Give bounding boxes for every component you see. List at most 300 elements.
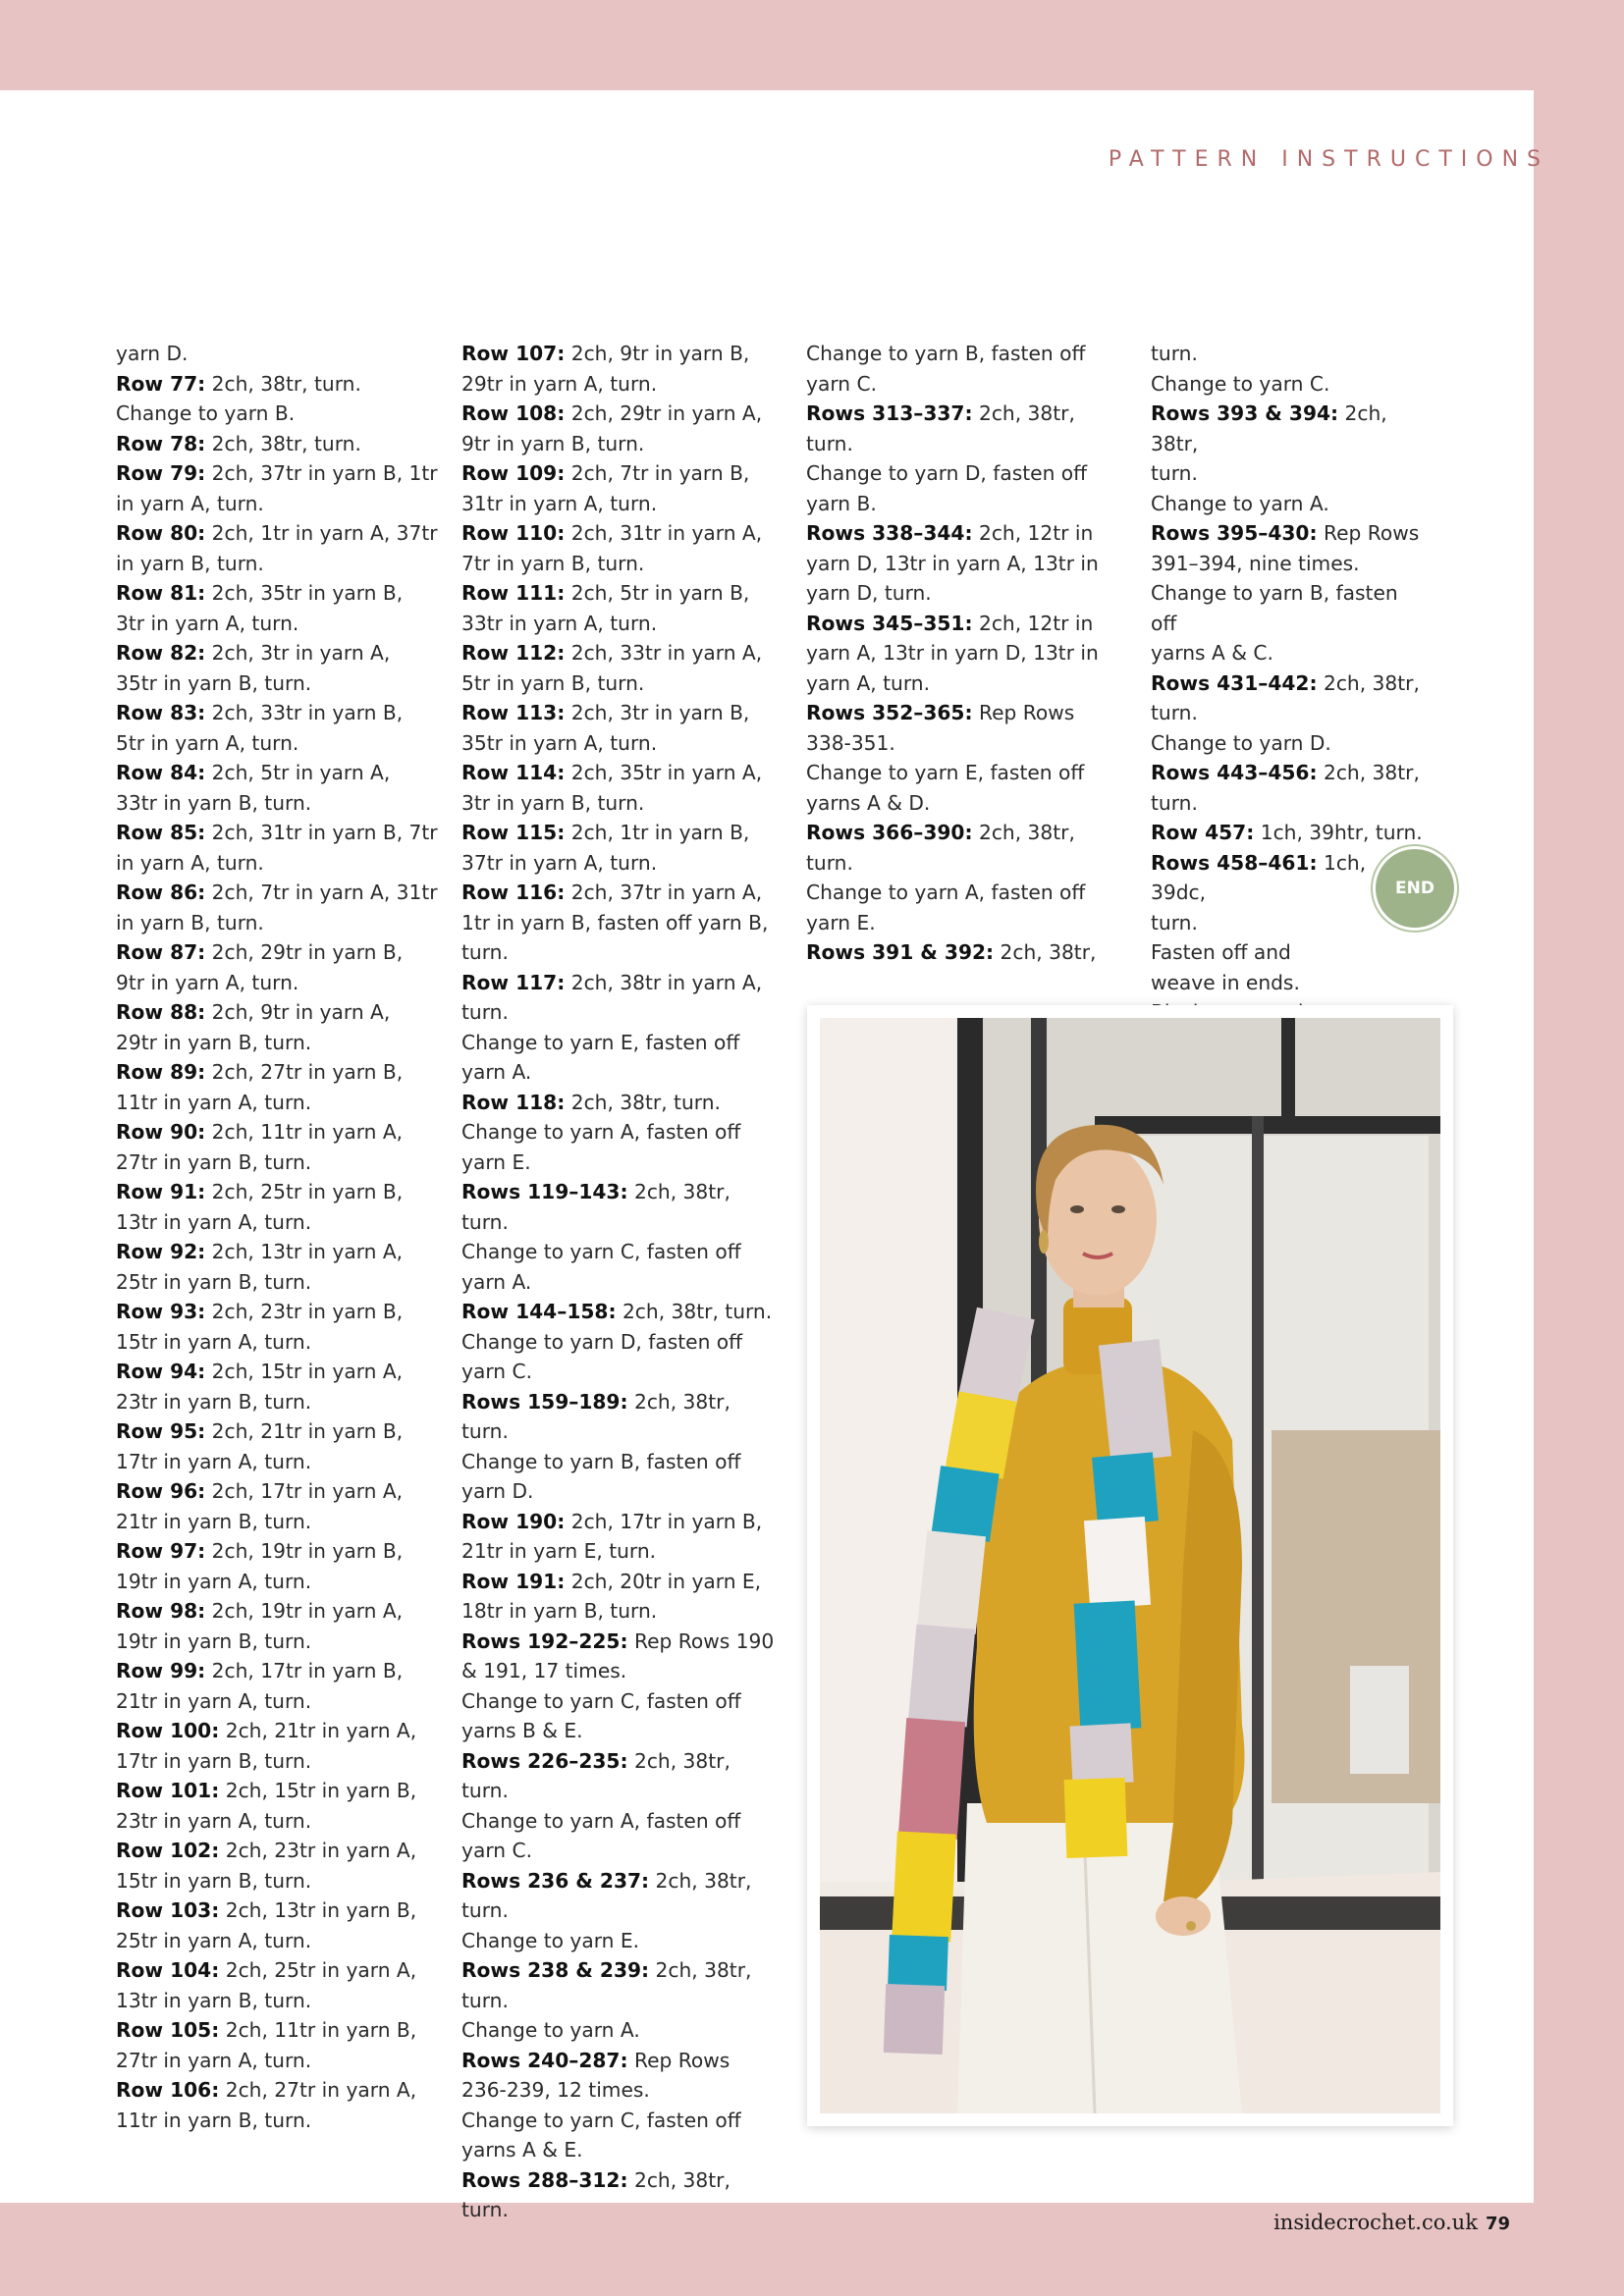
row-label: Rows 236 & 237:: [461, 1868, 650, 1893]
instruction-line: [116, 1986, 438, 2016]
row-text: Change to yarn A, fasten off: [806, 881, 1086, 904]
row-text: 1ch, 39dc,: [1151, 850, 1367, 904]
row-label: Row 102:: [116, 1839, 220, 1862]
row-text: 9tr in yarn A, turn.: [116, 970, 299, 994]
instruction-line: [116, 1177, 438, 1207]
row-text: 2ch, 1tr in yarn A, 37tr: [205, 521, 438, 545]
row-label: Rows 393 & 394:: [1151, 401, 1339, 425]
instruction-line: [116, 668, 438, 699]
row-text: 21tr in yarn B, turn.: [116, 1509, 312, 1533]
row-text: yarn C.: [461, 1360, 532, 1383]
instruction-line: [461, 758, 784, 788]
row-text: 27tr in yarn B, turn.: [116, 1149, 312, 1174]
row-text: turn.: [461, 940, 509, 964]
row-text: Change to yarn C.: [1151, 371, 1330, 396]
row-text: Change to yarn C, fasten off: [461, 1688, 741, 1713]
instruction-line: [461, 937, 784, 968]
row-text: 23tr in yarn B, turn.: [116, 1389, 312, 1414]
instruction-line: [461, 1237, 784, 1267]
row-text: 2ch, 25tr in yarn A,: [219, 1958, 417, 1982]
row-text: 2ch, 38tr, turn.: [205, 371, 361, 396]
row-text: yarns A & C.: [1151, 641, 1273, 665]
instructions-column-2: [461, 339, 784, 2225]
row-label: Row 90:: [116, 1120, 206, 1144]
instruction-line: [116, 2106, 438, 2136]
instruction-line: [461, 997, 784, 1028]
row-text: 2ch, 38tr,: [627, 1748, 731, 1773]
row-text: 21tr in yarn A, turn.: [116, 1688, 312, 1713]
instruction-line: [116, 1447, 438, 1477]
instruction-line: [806, 609, 1128, 639]
instruction-line: [806, 848, 1128, 879]
row-text: Change to yarn A, fasten off: [461, 1808, 741, 1833]
row-text: Rep Rows: [972, 701, 1075, 724]
instruction-line: [461, 1387, 784, 1447]
instruction-line: [806, 698, 1128, 728]
instruction-line: [116, 1926, 438, 1956]
row-text: 3tr in yarn A, turn.: [116, 611, 299, 635]
instruction-line: [461, 2106, 784, 2136]
instruction-line: [806, 728, 1128, 759]
row-label: Row 78:: [116, 431, 206, 455]
row-text: 2ch, 3tr in yarn A,: [205, 641, 391, 665]
instruction-line: [116, 638, 438, 668]
instruction-line: [1151, 489, 1426, 519]
row-text: 2ch, 38tr in yarn A,: [565, 970, 763, 994]
row-label: Row 144–158:: [461, 1300, 617, 1323]
row-label: Rows 226–235:: [461, 1748, 628, 1773]
instructions-column-4: [1151, 339, 1426, 1028]
row-text: in yarn A, turn.: [116, 491, 264, 515]
row-text: 2ch, 27tr in yarn A,: [219, 2078, 417, 2102]
instruction-line: [806, 788, 1128, 819]
instruction-line: [116, 578, 438, 609]
instruction-line: [116, 1327, 438, 1358]
instruction-line: [806, 578, 1128, 609]
row-label: Row 112:: [461, 641, 566, 665]
instruction-line: [461, 369, 784, 400]
row-text: 17tr in yarn A, turn.: [116, 1449, 312, 1473]
row-text: 2ch, 38tr, turn.: [461, 1389, 731, 1443]
row-text: 2ch, 38tr,: [649, 1868, 752, 1893]
row-text: 2ch, 31tr in yarn B, 7tr: [205, 821, 438, 844]
instruction-line: [461, 609, 784, 639]
row-label: Rows 313–337:: [806, 401, 973, 425]
instruction-line: [116, 369, 438, 400]
row-text: 2ch, 38tr,: [994, 940, 1097, 964]
row-label: Row 82:: [116, 641, 206, 665]
row-text: 2ch, 19tr in yarn B,: [205, 1539, 404, 1563]
instruction-line: [1151, 818, 1426, 848]
instruction-line: [461, 1327, 784, 1358]
row-text: 2ch, 17tr in yarn A,: [205, 1479, 404, 1503]
row-text: 35tr in yarn A, turn.: [461, 730, 658, 755]
row-text: 2ch, 9tr in yarn A,: [205, 1000, 391, 1024]
instruction-line: [461, 1866, 784, 1896]
row-text: 25tr in yarn B, turn.: [116, 1269, 312, 1294]
instruction-line: [116, 1088, 438, 1118]
row-text: 1tr in yarn B, fasten off yarn B,: [461, 910, 769, 934]
row-label: Rows 345–351:: [806, 611, 973, 635]
instruction-line: [461, 1057, 784, 1088]
row-text: 2ch, 12tr in: [972, 521, 1094, 545]
instruction-line: [116, 848, 438, 879]
instruction-line: [461, 1267, 784, 1298]
instruction-line: [116, 1057, 438, 1088]
instruction-line: [1151, 788, 1426, 819]
instruction-line: [806, 818, 1128, 848]
instruction-line: [461, 1656, 784, 1686]
instruction-line: [461, 549, 784, 579]
row-text: yarn D.: [116, 342, 189, 365]
instruction-line: [116, 1836, 438, 1866]
row-text: 2ch, 38tr,: [649, 1958, 752, 1982]
row-text: 37tr in yarn A, turn.: [461, 850, 658, 875]
instruction-line: [1151, 458, 1426, 489]
row-text: Change to yarn B, fasten off: [806, 342, 1086, 365]
row-text: 2ch, 17tr in yarn B,: [205, 1659, 404, 1682]
instruction-line: [1151, 399, 1426, 458]
instruction-line: [806, 878, 1128, 908]
row-text: 2ch, 13tr in yarn A,: [205, 1240, 404, 1263]
row-label: Row 118:: [461, 1090, 566, 1114]
row-label: Row 99:: [116, 1659, 206, 1682]
row-label: Row 96:: [116, 1479, 206, 1503]
row-text: Change to yarn A, fasten off: [461, 1120, 741, 1144]
row-text: 21tr in yarn E, turn.: [461, 1539, 657, 1563]
instruction-line: [461, 2165, 784, 2225]
row-text: 33tr in yarn B, turn.: [116, 790, 312, 815]
instruction-line: [461, 1955, 784, 1986]
row-text: 13tr in yarn A, turn.: [116, 1209, 312, 1234]
instruction-line: [461, 1117, 784, 1148]
row-text: 2ch, 25tr in yarn B,: [205, 1180, 404, 1203]
instruction-line: [116, 1237, 438, 1267]
row-text: 2ch, 5tr in yarn B,: [565, 581, 750, 605]
row-text: 2ch, 37tr in yarn A,: [565, 881, 763, 904]
instruction-line: [116, 698, 438, 728]
instruction-line: [116, 788, 438, 819]
instruction-line: [461, 1148, 784, 1178]
row-text: 29tr in yarn A, turn.: [461, 371, 658, 396]
instruction-line: [1151, 937, 1426, 968]
row-text: 2ch, 29tr in yarn A,: [565, 401, 763, 425]
instruction-line: [116, 1416, 438, 1447]
row-text: turn.: [461, 1898, 509, 1922]
row-label: Row 103:: [116, 1898, 220, 1922]
instruction-line: [806, 339, 1128, 369]
row-text: Change to yarn E, fasten off: [806, 761, 1085, 784]
row-text: yarn A, 13tr in yarn D, 13tr in: [806, 641, 1099, 665]
row-text: weave in ends.: [1151, 970, 1300, 994]
row-text: Change to yarn C, fasten off: [461, 1240, 741, 1263]
instruction-line: [116, 1267, 438, 1298]
row-text: yarn D.: [461, 1479, 534, 1503]
instruction-line: [461, 578, 784, 609]
row-text: 2ch, 27tr in yarn B,: [205, 1060, 404, 1084]
instruction-line: [1151, 339, 1426, 369]
instruction-line: [461, 1776, 784, 1806]
row-text: turn.: [1151, 701, 1198, 724]
instruction-line: [806, 458, 1128, 489]
row-text: Change to yarn B, fasten off: [1151, 581, 1398, 635]
row-label: Row 86:: [116, 881, 206, 904]
instruction-line: [116, 399, 438, 429]
instruction-line: [461, 1836, 784, 1866]
instruction-line: [116, 339, 438, 369]
instruction-line: [116, 1148, 438, 1178]
row-label: Rows 288–312:: [461, 2167, 628, 2192]
row-text: 2ch, 17tr in yarn B,: [565, 1509, 763, 1533]
instruction-line: [461, 2135, 784, 2165]
row-text: Change to yarn E, fasten off: [461, 1030, 740, 1054]
instruction-line: [116, 1746, 438, 1777]
row-label: Row 94:: [116, 1360, 206, 1383]
instruction-line: [116, 1806, 438, 1837]
row-text: Fasten off and: [1151, 940, 1291, 964]
row-label: Row 88:: [116, 1000, 206, 1024]
instruction-line: [116, 1955, 438, 1986]
row-label: Rows 443–456:: [1151, 761, 1318, 784]
row-label: Rows 238 & 239:: [461, 1958, 650, 1982]
instruction-line: [461, 818, 784, 848]
instruction-line: [116, 1896, 438, 1926]
page-number: 79: [1485, 2214, 1510, 2234]
model-with-scarf-photo: [820, 1018, 1440, 2113]
end-badge: END: [1376, 849, 1454, 928]
instruction-line: [461, 1088, 784, 1118]
instruction-line: [1151, 728, 1426, 759]
row-text: 31tr in yarn A, turn.: [461, 491, 658, 515]
row-text: Rep Rows: [1317, 521, 1420, 545]
instruction-line: [1151, 698, 1426, 728]
row-text: yarn C.: [461, 1839, 532, 1862]
row-text: 19tr in yarn A, turn.: [116, 1569, 312, 1593]
row-text: in yarn B, turn.: [116, 551, 264, 575]
instruction-line: [461, 1476, 784, 1507]
instruction-line: [116, 1686, 438, 1717]
row-label: Row 101:: [116, 1779, 220, 1802]
row-text: 2ch, 7tr in yarn B,: [565, 461, 750, 485]
row-text: yarn D, 13tr in yarn A, 13tr in: [806, 551, 1099, 575]
row-label: Row 116:: [461, 881, 566, 904]
row-text: yarn D, turn.: [806, 581, 932, 605]
instruction-line: [461, 788, 784, 819]
row-text: 29tr in yarn B, turn.: [116, 1030, 312, 1054]
row-text: 18tr in yarn B, turn.: [461, 1599, 658, 1623]
row-label: Rows 352–365:: [806, 701, 973, 724]
row-text: Change to yarn B, fasten off: [461, 1449, 741, 1473]
row-text: 2ch, 23tr in yarn B,: [205, 1300, 404, 1323]
row-text: 2ch, 35tr in yarn A,: [565, 761, 763, 784]
instruction-line: [461, 429, 784, 459]
instruction-line: [461, 339, 784, 369]
row-label: Row 81:: [116, 581, 206, 605]
row-label: Row 97:: [116, 1539, 206, 1563]
row-text: 2ch, 21tr in yarn A,: [219, 1719, 417, 1742]
row-label: Row 106:: [116, 2078, 220, 2102]
instruction-line: [461, 878, 784, 908]
row-label: Rows 159–189:: [461, 1389, 628, 1414]
row-label: Row 105:: [116, 2018, 220, 2042]
row-text: 2ch, 38tr, turn.: [616, 1300, 773, 1323]
instruction-line: [806, 369, 1128, 400]
instruction-line: [116, 2046, 438, 2076]
row-text: turn.: [1151, 461, 1198, 485]
row-text: 7tr in yarn B, turn.: [461, 551, 645, 575]
row-label: Row 85:: [116, 821, 206, 844]
instruction-line: [116, 1117, 438, 1148]
instruction-line: [461, 2015, 784, 2046]
row-text: turn.: [461, 1988, 509, 2012]
row-text: 2ch, 37tr in yarn B, 1tr: [205, 461, 438, 485]
instruction-line: [806, 758, 1128, 788]
instruction-line: [1151, 549, 1426, 579]
instruction-line: [806, 668, 1128, 699]
instruction-line: [461, 1627, 784, 1657]
instruction-line: [116, 1476, 438, 1507]
row-text: 2ch, 20tr in yarn E,: [565, 1569, 762, 1593]
row-text: 19tr in yarn B, turn.: [116, 1629, 312, 1653]
row-text: yarns B & E.: [461, 1719, 583, 1742]
instruction-line: [1151, 968, 1426, 998]
row-text: yarn E.: [806, 910, 876, 934]
instruction-line: [461, 489, 784, 519]
row-label: Row 80:: [116, 521, 206, 545]
row-text: 1ch, 39htr, turn.: [1254, 821, 1423, 844]
row-label: Row 108:: [461, 401, 566, 425]
row-text: 338-351.: [806, 730, 895, 755]
instruction-line: [116, 1387, 438, 1417]
instruction-line: [116, 997, 438, 1028]
row-text: 2ch, 7tr in yarn A, 31tr: [205, 881, 438, 904]
instruction-line: [806, 908, 1128, 938]
instruction-line: [806, 937, 1128, 968]
row-text: 2ch, 29tr in yarn B,: [205, 940, 404, 964]
instruction-line: [461, 1567, 784, 1597]
row-text: 2ch, 5tr in yarn A,: [205, 761, 391, 784]
row-text: yarn B.: [806, 491, 877, 515]
row-label: Row 98:: [116, 1599, 206, 1623]
instruction-line: [116, 1207, 438, 1238]
instruction-line: [461, 399, 784, 429]
row-label: Rows 395–430:: [1151, 521, 1318, 545]
instruction-line: [461, 1926, 784, 1956]
instructions-column-3: [806, 339, 1128, 968]
instruction-line: [461, 1357, 784, 1387]
row-text: in yarn A, turn.: [116, 850, 264, 875]
instruction-line: [461, 1447, 784, 1477]
row-label: Row 190:: [461, 1509, 566, 1533]
instruction-line: [461, 638, 784, 668]
row-text: 2ch, 11tr in yarn B,: [219, 2018, 417, 2042]
instruction-line: [116, 1627, 438, 1657]
row-text: 35tr in yarn B, turn.: [116, 670, 312, 695]
instruction-line: [806, 518, 1128, 549]
row-text: 5tr in yarn A, turn.: [116, 730, 299, 755]
instruction-line: [1151, 578, 1426, 638]
row-label: Rows 391 & 392:: [806, 940, 995, 964]
row-text: yarn E.: [461, 1149, 531, 1174]
row-text: in yarn B, turn.: [116, 910, 264, 934]
row-label: Row 111:: [461, 581, 566, 605]
row-label: Row 104:: [116, 1958, 220, 1982]
row-label: Row 83:: [116, 701, 206, 724]
instruction-line: [461, 1686, 784, 1717]
instruction-line: [116, 1507, 438, 1537]
row-label: Rows 240–287:: [461, 2048, 628, 2072]
row-text: 2ch, 1tr in yarn B,: [565, 821, 750, 844]
row-text: Change to yarn A.: [461, 2018, 640, 2042]
row-text: 2ch, 38tr,: [1317, 670, 1420, 695]
instruction-line: [806, 549, 1128, 579]
instruction-line: [1151, 758, 1426, 788]
row-text: 2ch, 21tr in yarn B,: [205, 1419, 404, 1443]
instruction-line: [116, 758, 438, 788]
instruction-line: [461, 668, 784, 699]
row-text: turn.: [461, 1000, 509, 1024]
row-text: 13tr in yarn B, turn.: [116, 1988, 312, 2012]
row-text: 2ch, 38tr,: [1317, 761, 1420, 784]
instruction-line: [1151, 668, 1426, 699]
page-footer: [1273, 2211, 1510, 2234]
row-text: 2ch, 38tr,: [1151, 401, 1387, 455]
row-text: yarns A & E.: [461, 2138, 583, 2162]
instruction-line: [461, 1596, 784, 1627]
row-text: 15tr in yarn B, turn.: [116, 1868, 312, 1893]
instruction-line: [116, 968, 438, 998]
instruction-line: [116, 1536, 438, 1567]
instruction-line: [1151, 369, 1426, 400]
row-label: Row 77:: [116, 371, 206, 396]
row-text: 9tr in yarn B, turn.: [461, 431, 645, 455]
instruction-line: [1151, 638, 1426, 668]
instruction-line: [116, 1567, 438, 1597]
row-text: yarn A.: [461, 1269, 532, 1294]
instruction-line: [461, 518, 784, 549]
row-text: 3tr in yarn B, turn.: [461, 790, 645, 815]
row-text: 11tr in yarn B, turn.: [116, 2108, 312, 2132]
row-label: Row 115:: [461, 821, 566, 844]
instruction-line: [461, 1297, 784, 1327]
row-text: 2ch, 38tr, turn.: [461, 2167, 731, 2221]
instruction-line: [116, 1866, 438, 1896]
row-label: Rows 366–390:: [806, 821, 973, 844]
footer-site[interactable]: insidecrochet.co.uk: [1273, 2211, 1478, 2234]
row-text: 2ch, 38tr, turn.: [461, 1180, 731, 1234]
row-text: 17tr in yarn B, turn.: [116, 1748, 312, 1773]
row-text: turn.: [806, 850, 853, 875]
instruction-line: [461, 2046, 784, 2076]
row-label: Rows 458–461:: [1151, 850, 1318, 875]
instruction-line: [461, 1806, 784, 1837]
row-text: 23tr in yarn A, turn.: [116, 1808, 312, 1833]
row-text: 2ch, 12tr in: [972, 611, 1094, 635]
row-text: Rep Rows: [627, 2048, 731, 2072]
row-text: turn.: [1151, 910, 1198, 934]
instruction-line: [116, 937, 438, 968]
row-label: Row 100:: [116, 1719, 220, 1742]
row-text: Change to yarn D, fasten off: [461, 1329, 743, 1354]
instruction-line: [806, 638, 1128, 668]
row-text: 2ch, 33tr in yarn B,: [205, 701, 404, 724]
instruction-line: [806, 399, 1128, 458]
row-label: Row 93:: [116, 1300, 206, 1323]
row-text: 5tr in yarn B, turn.: [461, 670, 645, 695]
row-text: 2ch, 38tr, turn.: [565, 1090, 721, 1114]
row-label: Row 191:: [461, 1569, 566, 1593]
instructions-column-1: [116, 339, 438, 2135]
